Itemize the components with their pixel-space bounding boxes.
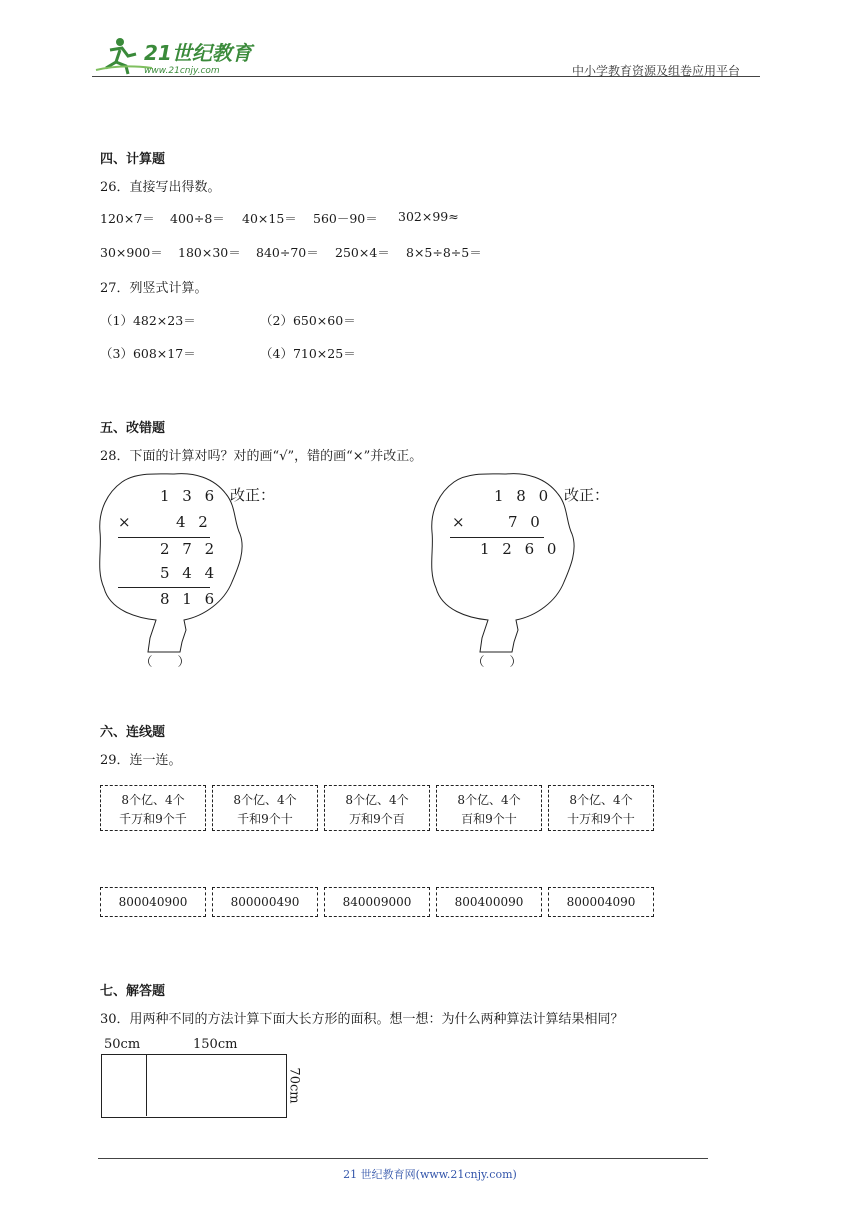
svg-text:21世纪教育: 21世纪教育 — [144, 41, 252, 65]
header-divider — [92, 76, 760, 77]
section5-title: 五、改错题 — [100, 421, 166, 436]
section6-title: 六、连线题 — [100, 725, 166, 740]
section7-title: 七、解答题 — [100, 984, 166, 999]
question-30: 30．用两种不同的方法计算下面大长方形的面积。想一想：为什么两种算法计算结果相同？ — [100, 1012, 624, 1027]
left-answer-paren[interactable]: （ ） — [140, 654, 191, 669]
right-calc-line1: 1 8 0 — [494, 487, 553, 505]
q26-row1-item: 120×7＝ — [100, 211, 155, 226]
q26-row1-item: 302×99≈ — [398, 209, 459, 224]
match-top-box[interactable]: 8个亿、4个 十万和9个十 — [548, 785, 654, 831]
svg-text:www.21cnjy.com: www.21cnjy.com — [144, 66, 220, 76]
match-bottom-box[interactable]: 800000490 — [212, 887, 318, 917]
platform-title: 中小学教育资源及组卷应用平台 — [572, 64, 741, 78]
runner-logo-icon — [92, 34, 262, 78]
right-calc-line2: 7 0 — [508, 513, 544, 531]
match-bottom-box[interactable]: 800400090 — [436, 887, 542, 917]
q26-row1-item: 40×15＝ — [242, 211, 297, 226]
match-bottom-box[interactable]: 800040900 — [100, 887, 206, 917]
big-rectangle — [101, 1054, 287, 1118]
q26-row2-item: 30×900＝ — [100, 245, 163, 260]
rect-label-left: 50cm — [104, 1037, 141, 1052]
rect-divider — [146, 1054, 147, 1116]
left-rule — [118, 587, 210, 588]
match-top-box[interactable]: 8个亿、4个 千万和9个千 — [100, 785, 206, 831]
match-bottom-box[interactable]: 800004090 — [548, 887, 654, 917]
rect-label-top: 150cm — [193, 1037, 238, 1052]
rect-label-side: 70cm — [286, 1067, 302, 1104]
footer-text[interactable]: 21 世纪教育网(www.21cnjy.com) — [343, 1168, 517, 1181]
section4-title: 四、计算题 — [100, 152, 166, 167]
question-28: 28．下面的计算对吗？对的画“√”，错的画“×”并改正。 — [100, 449, 423, 464]
right-times-sign: × — [452, 513, 469, 531]
q26-row1-item: 400÷8＝ — [170, 211, 225, 226]
q26-row2-item: 840÷70＝ — [256, 245, 319, 260]
q26-row2-item: 250×4＝ — [335, 245, 390, 260]
right-rule — [450, 537, 544, 538]
q27-item: （3）608×17＝ — [100, 346, 196, 361]
q27-item: （4）710×25＝ — [260, 346, 356, 361]
question-27: 27．列竖式计算。 — [100, 281, 208, 296]
left-rule — [118, 537, 210, 538]
q26-row1-item: 560－90＝ — [313, 211, 378, 226]
match-bottom-box[interactable]: 840009000 — [324, 887, 430, 917]
q26-row2-item: 180×30＝ — [178, 245, 241, 260]
left-calc-line2: 4 2 — [176, 513, 212, 531]
left-times-sign: × — [118, 513, 135, 531]
left-calc-line3: 2 7 2 — [160, 540, 219, 558]
footer-divider — [98, 1158, 708, 1159]
q26-row2-item: 8×5÷8÷5＝ — [406, 245, 482, 260]
left-calc-line1: 1 3 6 — [160, 487, 219, 505]
right-calc-line3: 1 2 6 0 — [480, 540, 561, 558]
left-calc-line4: 5 4 4 — [160, 564, 219, 582]
left-correction-label: 改正： — [230, 486, 276, 504]
right-correction-label: 改正： — [564, 486, 610, 504]
q27-item: （1）482×23＝ — [100, 313, 196, 328]
site-logo — [92, 34, 262, 78]
match-top-box[interactable]: 8个亿、4个 千和9个十 — [212, 785, 318, 831]
question-29: 29．连一连。 — [100, 753, 182, 768]
q27-item: （2）650×60＝ — [260, 313, 356, 328]
match-top-box[interactable]: 8个亿、4个 百和9个十 — [436, 785, 542, 831]
right-answer-paren[interactable]: （ ） — [472, 654, 523, 669]
match-top-box[interactable]: 8个亿、4个 万和9个百 — [324, 785, 430, 831]
question-26: 26．直接写出得数。 — [100, 180, 221, 195]
left-calc-line5: 8 1 6 — [160, 590, 219, 608]
